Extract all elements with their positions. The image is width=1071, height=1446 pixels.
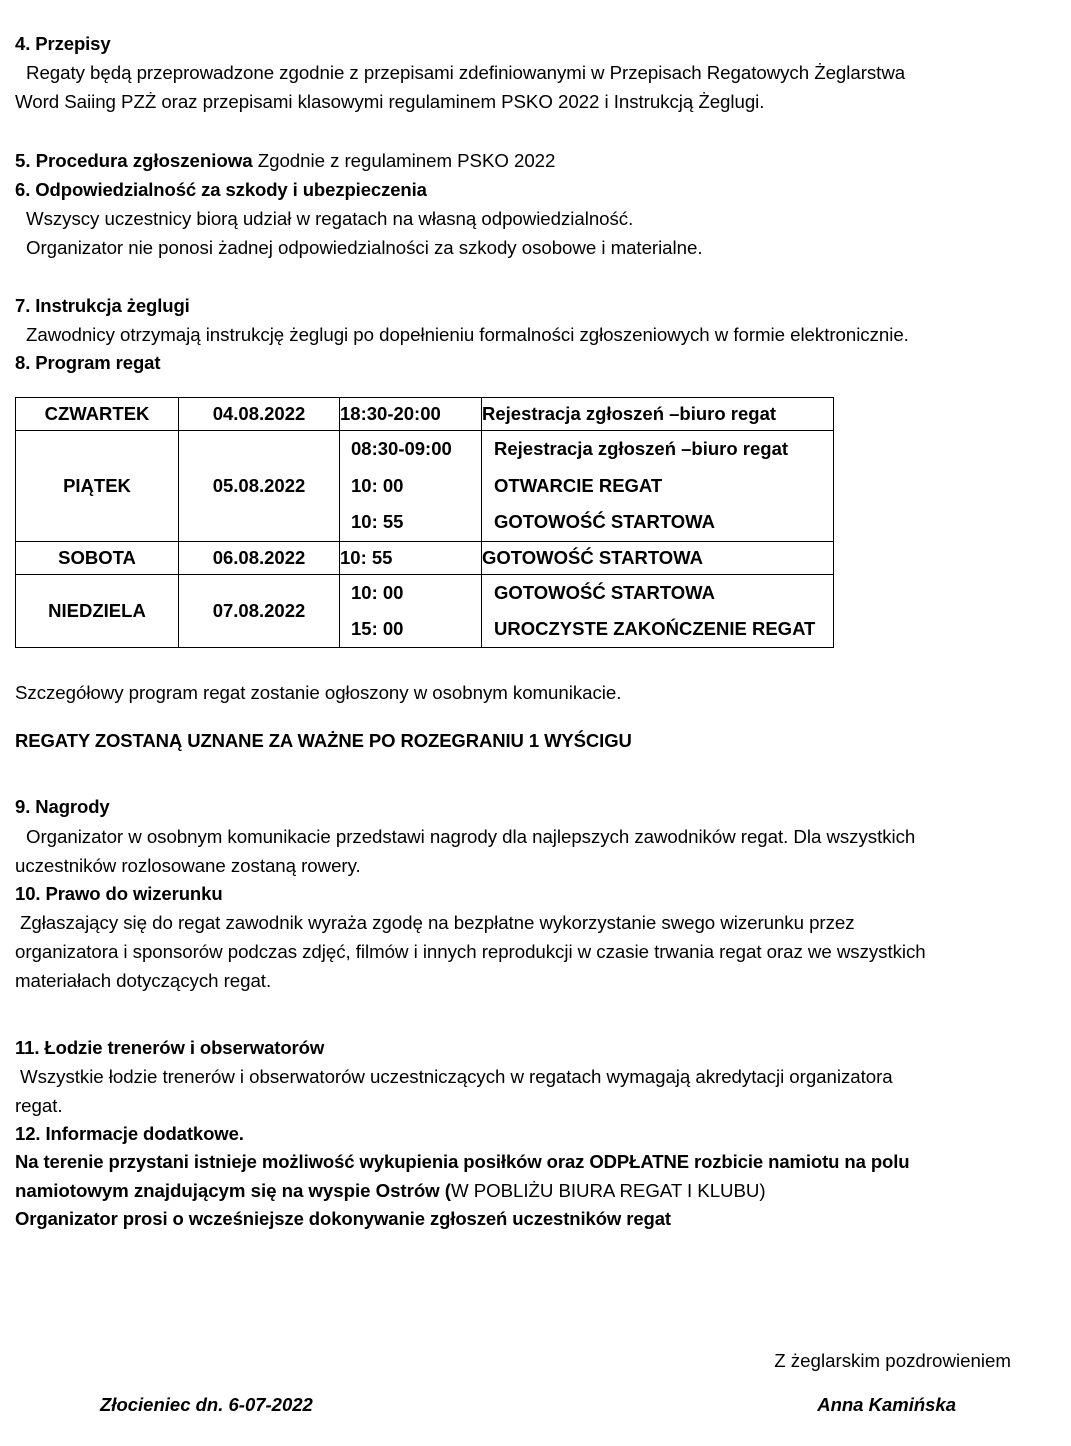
document-footer [15, 1350, 1041, 1446]
section-heading-5 [15, 146, 1041, 175]
section-10-paragraph-line-2: organizatora i sponsorów podczas zdjęć, filmów i innych reprodukcji w czasie trwania regat oraz we wszystkich [15, 941, 926, 963]
section-4-paragraph-line-1: Regaty będą przeprowadzone zgodnie z przepisami zdefiniowanymi w Przepisach Regatowych Żeglarstwa [26, 62, 906, 84]
spacer [15, 648, 1041, 678]
table-cell-event: OTWARCIE REGAT [494, 474, 663, 496]
table-cell-time-group [340, 431, 482, 541]
footer-place-date: Złocieniec dn. 6-07-2022 [100, 1394, 313, 1415]
section-12-bold-prefix: namiotowym znajdującym się na wyspie Ostrów ( [15, 1180, 451, 1202]
section-5-label: 5. Procedura zgłoszeniowa [15, 150, 253, 172]
table-row [16, 431, 834, 541]
table-cell-event-group [482, 574, 834, 648]
spacer [15, 262, 1041, 292]
table-cell-date: 06.08.2022 [179, 541, 340, 574]
section-10-paragraph-line-1: Zgłaszający się do regat zawodnik wyraża zgodę na bezpłatne wykorzystanie swego wizerunku przez [20, 912, 855, 934]
spacer [15, 996, 1041, 1034]
spacer [15, 755, 1041, 793]
spacer [15, 377, 1041, 397]
section-heading-10: 10. Prawo do wizerunku [15, 882, 223, 904]
table-cell-event: Rejestracja zgłoszeń –biuro regat [482, 398, 834, 431]
section-12-paragraph-line-1: Na terenie przystani istnieje możliwość wykupienia posiłków oraz ODPŁATNE rozbicie namiotu na polu [15, 1151, 910, 1173]
validity-statement: REGATY ZOSTANĄ UZNANE ZA WAŻNE PO ROZEGRANIU 1 WYŚCIGU [15, 730, 632, 752]
table-cell-date: 05.08.2022 [179, 431, 340, 541]
after-table-note: Szczegółowy program regat zostanie ogłoszony w osobnym komunikacie. [15, 682, 622, 704]
table-cell-date: 07.08.2022 [179, 574, 340, 648]
section-12-regular-suffix: W POBLIŻU BIURA REGAT I KLUBU) [451, 1180, 766, 1202]
time-stack [340, 431, 481, 540]
table-cell-day: NIEDZIELA [16, 574, 179, 648]
table-cell-event: GOTOWOŚĆ STARTOWA [494, 511, 715, 533]
section-heading-11: 11. Łodzie trenerów i obserwatorów [15, 1036, 325, 1058]
table-cell-time: 10: 00 [351, 581, 404, 603]
section-11-paragraph-line-1: Wszystkie łodzie trenerów i obserwatorów uczestniczących w regatach wymagają akredytacji organizatora [20, 1065, 893, 1087]
section-heading-8: 8. Program regat [15, 352, 161, 374]
table-row [16, 574, 834, 648]
section-4-paragraph-line-2: Word Saiing PZŻ oraz przepisami klasowymi regulaminem PSKO 2022 i Instrukcją Żeglugi. [15, 91, 765, 113]
section-9-paragraph-line-1: Organizator w osobnym komunikacie przedstawi nagrody dla najlepszych zawodników regat. Dla wszystkich [26, 825, 916, 847]
section-heading-9: 9. Nagrody [15, 796, 110, 818]
table-cell-time-group [340, 574, 482, 648]
footer-signature: Anna Kamińska [817, 1394, 956, 1415]
table-cell-time: 10: 55 [351, 511, 404, 533]
table-cell-time: 10: 55 [340, 541, 482, 574]
section-10-paragraph-line-3: materiałach dotyczących regat. [15, 970, 272, 992]
footer-greeting: Z żeglarskim pozdrowieniem [774, 1350, 1011, 1371]
table-cell-time: 08:30-09:00 [351, 438, 452, 460]
section-heading-7: 7. Instrukcja żeglugi [15, 295, 190, 317]
section-9-paragraph-line-2: uczestników rozlosowane zostaną rowery. [15, 854, 361, 876]
table-row [16, 541, 834, 574]
section-7-paragraph-line-1: Zawodnicy otrzymają instrukcję żeglugi po dopełnieniu formalności zgłoszeniowych w formie elektronicznie. [26, 324, 909, 346]
table-cell-date: 04.08.2022 [179, 398, 340, 431]
section-5-value: Zgodnie z regulaminem PSKO 2022 [252, 150, 556, 172]
table-cell-time: 15: 00 [351, 617, 404, 639]
document-body [15, 30, 1041, 1234]
section-6-paragraph-line-1: Wszyscy uczestnicy biorą udział w regatach na własną odpowiedzialność. [26, 207, 634, 229]
table-cell-day: SOBOTA [16, 541, 179, 574]
table-cell-event: GOTOWOŚĆ STARTOWA [494, 581, 715, 603]
table-cell-day: CZWARTEK [16, 398, 179, 431]
section-12-paragraph-line-3: Organizator prosi o wcześniejsze dokonywanie zgłoszeń uczestników regat [15, 1208, 671, 1230]
section-heading-6: 6. Odpowiedzialność za szkody i ubezpieczenia [15, 178, 427, 200]
table-cell-day: PIĄTEK [16, 431, 179, 541]
table-cell-event: Rejestracja zgłoszeń –biuro regat [494, 438, 789, 460]
section-12-paragraph-line-2 [15, 1176, 1041, 1205]
section-heading-12: 12. Informacje dodatkowe. [15, 1123, 244, 1144]
table-cell-event-group [482, 431, 834, 541]
table-cell-event: GOTOWOŚĆ STARTOWA [482, 541, 834, 574]
table-cell-time: 18:30-20:00 [340, 398, 482, 431]
table-row [16, 398, 834, 431]
table-cell-event: UROCZYSTE ZAKOŃCZENIE REGAT [494, 617, 816, 639]
spacer [15, 116, 1041, 146]
event-stack [482, 575, 833, 648]
section-11-paragraph-line-2: regat. [15, 1094, 63, 1116]
section-6-paragraph-line-2: Organizator nie ponosi żadnej odpowiedzialności za szkody osobowe i materialne. [26, 236, 703, 258]
time-stack [340, 575, 481, 648]
table-cell-time: 10: 00 [351, 474, 404, 496]
program-table [15, 397, 834, 648]
section-heading-4: 4. Przepisy [15, 33, 111, 54]
spacer [15, 707, 1041, 727]
event-stack [482, 431, 833, 540]
